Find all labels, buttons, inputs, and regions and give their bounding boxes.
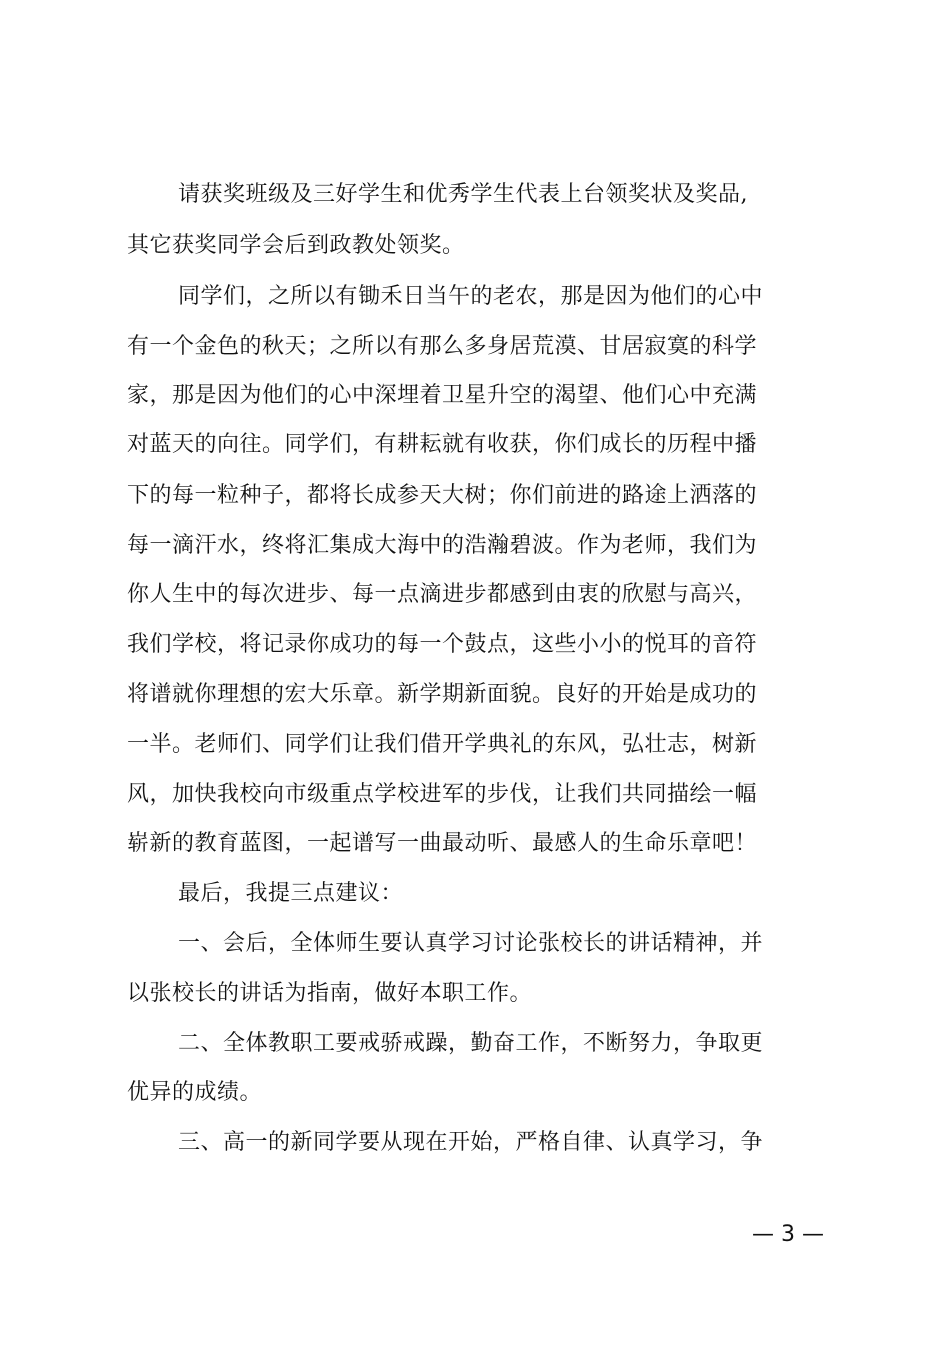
- text-line: 三、高一的新同学要从现在开始，严格自律、认真学习，争: [178, 1130, 764, 1155]
- text-line: 家，那是因为他们的心中深埋着卫星升空的渴望、他们心中充满: [127, 383, 758, 408]
- text-line: 其它获奖同学会后到政教处领奖。: [127, 233, 465, 258]
- text-line: 我们学校，将记录你成功的每一个鼓点，这些小小的悦耳的音符: [127, 632, 758, 657]
- page-number: — 3 —: [752, 1222, 824, 1247]
- text-line: 有一个金色的秋天；之所以有那么多身居荒漠、甘居寂寞的科学: [127, 334, 758, 359]
- text-line: 二、全体教职工要戒骄戒躁，勤奋工作，不断努力，争取更: [178, 1031, 764, 1056]
- text-line: 最后，我提三点建议：: [178, 881, 404, 906]
- text-line: 请获奖班级及三好学生和优秀学生代表上台领奖状及奖品,: [178, 182, 748, 207]
- text-line: 对蓝天的向往。同学们，有耕耘就有收获，你们成长的历程中播: [127, 432, 758, 457]
- text-line: 优异的成绩。: [127, 1080, 263, 1105]
- text-line: 风，加快我校向市级重点学校进军的步伐，让我们共同描绘一幅: [127, 782, 758, 807]
- text-line: 你人生中的每次进步、每一点滴进步都感到由衷的欣慰与高兴，: [127, 582, 758, 607]
- text-line: 崭新的教育蓝图，一起谱写一曲最动听、最感人的生命乐章吧！: [127, 831, 758, 856]
- text-line: 下的每一粒种子，都将长成参天大树；你们前进的路途上洒落的: [127, 483, 758, 508]
- text-line: 每一滴汗水，终将汇集成大海中的浩瀚碧波。作为老师，我们为: [127, 533, 758, 558]
- text-line: 一、会后，全体师生要认真学习讨论张校长的讲话精神，并: [178, 931, 764, 956]
- text-line: 将谱就你理想的宏大乐章。新学期新面貌。良好的开始是成功的: [127, 682, 758, 707]
- text-line: 一半。老师们、同学们让我们借开学典礼的东风，弘壮志，树新: [127, 732, 758, 757]
- text-line: 以张校长的讲话为指南，做好本职工作。: [127, 981, 533, 1006]
- text-line: 同学们，之所以有锄禾日当午的老农，那是因为他们的心中: [178, 284, 764, 309]
